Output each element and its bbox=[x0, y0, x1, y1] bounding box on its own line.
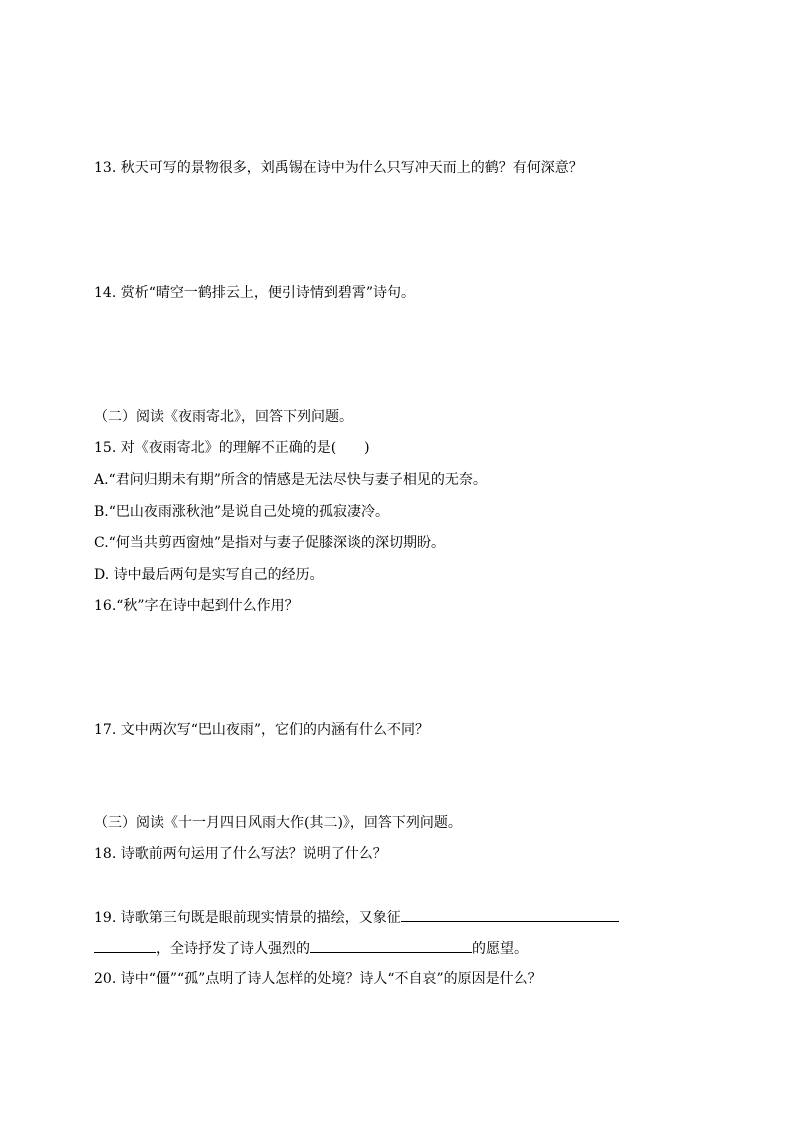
answer-blank-1[interactable] bbox=[401, 907, 619, 922]
question-17: 17. 文中两次写“巴山夜雨”，它们的内涵有什么不同？ bbox=[94, 722, 430, 738]
question-14: 14. 赏析“晴空一鹤排云上，便引诗情到碧霄”诗句。 bbox=[94, 285, 416, 301]
answer-blank-1-continued[interactable] bbox=[94, 938, 156, 953]
question-19-line-2 bbox=[94, 938, 528, 959]
question-19-line-1 bbox=[94, 907, 619, 928]
section-2-heading: （二）阅读《夜雨寄北》，回答下列问题。 bbox=[94, 409, 353, 425]
question-15-option-a: A.“君问归期未有期”所含的情感是无法尽快与妻子相见的无奈。 bbox=[94, 472, 487, 488]
question-13: 13. 秋天可写的景物很多，刘禹锡在诗中为什么只写冲天而上的鹤？有何深意？ bbox=[94, 160, 583, 176]
question-19-text-part2: ，全诗抒发了诗人强烈的 bbox=[156, 941, 310, 957]
question-19-text-part3: 的愿望。 bbox=[472, 941, 528, 957]
section-3-heading: （三）阅读《十一月四日风雨大作(其二)》，回答下列问题。 bbox=[94, 815, 462, 831]
answer-blank-2[interactable] bbox=[310, 938, 472, 953]
question-15: 15. 对《夜雨寄北》的理解不正确的是( ) bbox=[94, 440, 370, 456]
question-16: 16.“秋”字在诗中起到什么作用？ bbox=[94, 598, 299, 614]
question-15-option-b: B.“巴山夜雨涨秋池”是说自己处境的孤寂凄冷。 bbox=[94, 504, 390, 520]
question-20: 20. 诗中“僵”“孤”点明了诗人怎样的处境？诗人“不自哀”的原因是什么？ bbox=[94, 971, 542, 987]
question-15-option-c: C.“何当共剪西窗烛”是指对与妻子促膝深谈的深切期盼。 bbox=[94, 535, 445, 551]
question-15-option-d: D. 诗中最后两句是实写自己的经历。 bbox=[94, 567, 324, 583]
question-18: 18. 诗歌前两句运用了什么写法？说明了什么？ bbox=[94, 846, 387, 862]
question-19-text-part1: 19. 诗歌第三句既是眼前现实情景的描绘，又象征 bbox=[94, 910, 401, 926]
